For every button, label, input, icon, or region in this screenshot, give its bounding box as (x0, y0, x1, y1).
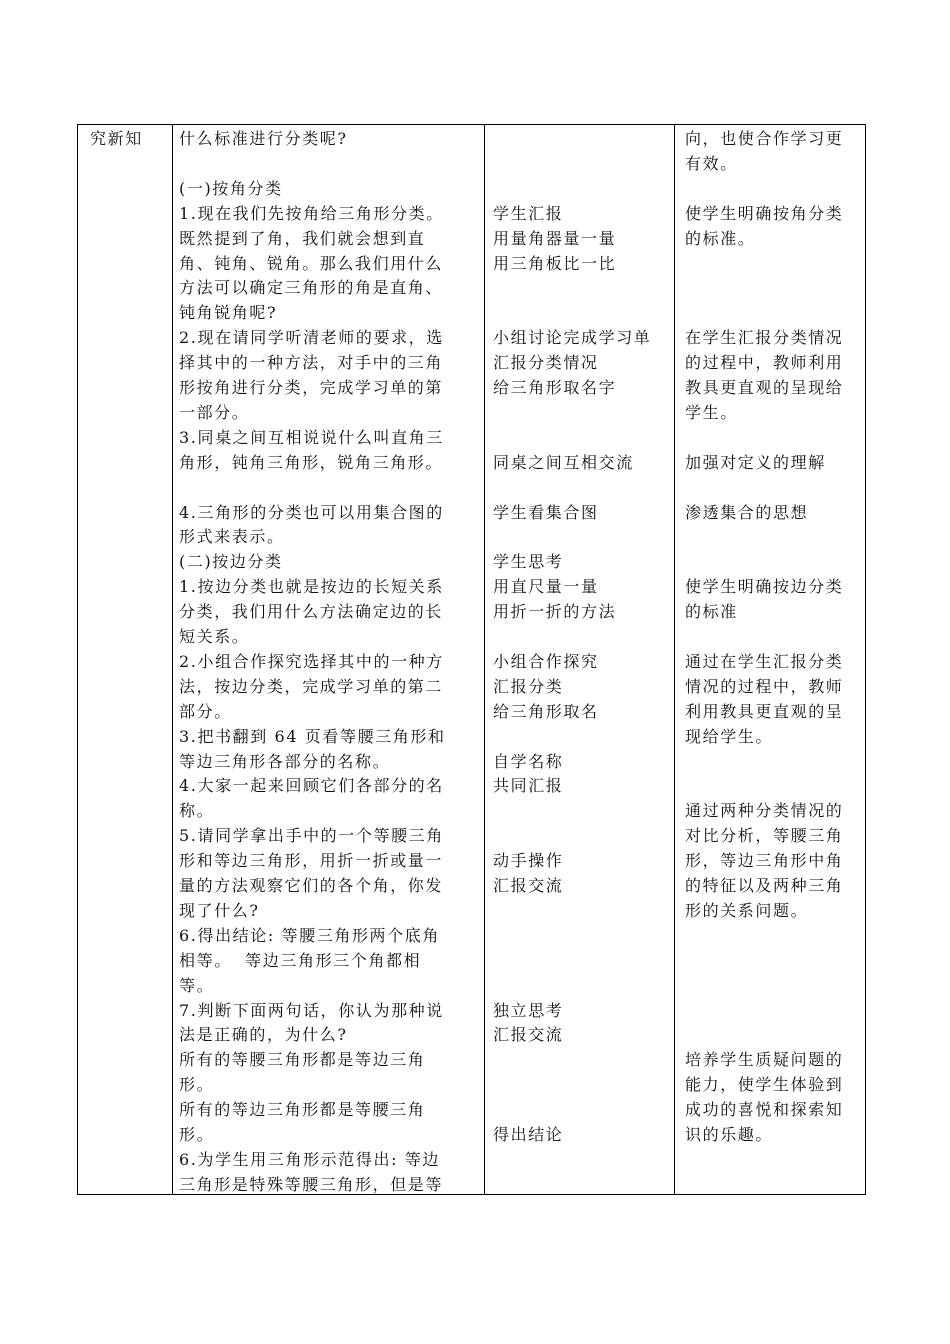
design-intent-line: 的过程中，教师利用 (685, 353, 844, 373)
process-line: 形。 (179, 1125, 215, 1144)
process-line: 2.小组合作探究选择其中的一种方 (179, 651, 444, 671)
student-activity-line: 汇报交流 (493, 1025, 564, 1045)
process-line: 3.同桌之间互相说说什么叫直角三 (179, 427, 444, 447)
student-activity-line: 学生思考 (493, 552, 564, 572)
section-label: 究新知 (90, 129, 143, 148)
design-intent-line: 通过两种分类情况的 (685, 801, 844, 821)
process-line: 称。 (179, 801, 215, 821)
process-line: 角形，钝角三角形，锐角三角形。 (179, 452, 444, 472)
process-line: 7.判断下面两句话，你认为那种说 (179, 1000, 444, 1020)
process-line: 三角形是特殊等腰三角形，但是等 (179, 1174, 444, 1194)
process-line: 1.按边分类也就是按边的长短关系 (179, 577, 444, 597)
process-line: (二)按边分类 (179, 552, 283, 572)
design-intent-line: 形，等边三角形中角 (685, 851, 844, 871)
student-activity-line: 学生看集合图 (493, 502, 599, 522)
design-intent-line: 能力，使学生体验到 (685, 1075, 844, 1095)
design-intent-line: 对比分析，等腰三角 (685, 826, 844, 846)
student-activity-line: 给三角形取名 (493, 701, 599, 721)
process-line: 分类，我们用什么方法确定边的长 (179, 602, 444, 622)
student-activity-line: 共同汇报 (493, 776, 564, 796)
design-intent-line: 形的关系问题。 (685, 900, 809, 920)
student-activity-line: 用折一折的方法 (493, 602, 617, 622)
student-activity-line: 用三角板比一比 (493, 253, 617, 273)
process-line: 4.三角形的分类也可以用集合图的 (179, 502, 444, 522)
process-line: 形按角进行分类，完成学习单的第 (179, 378, 444, 397)
design-intent-line: 渗透集合的思想 (685, 502, 809, 522)
process-line: 一部分。 (179, 402, 250, 422)
student-activity-line: 汇报分类情况 (493, 353, 599, 373)
design-intent-line: 培养学生质疑问题的 (685, 1050, 844, 1070)
student-activity-line: 学生汇报 (493, 203, 564, 223)
process-line: 所有的等腰三角形都是等边三角 (179, 1050, 426, 1070)
design-intent-line: 情况的过程中，教师 (685, 676, 844, 696)
process-line: 既然提到了角，我们就会想到直 (179, 228, 426, 248)
process-line: 5.请同学拿出手中的一个等腰三角 (179, 826, 444, 846)
design-intent-line: 学生。 (685, 402, 738, 422)
process-line: 1.现在我们先按角给三角形分类。 (179, 203, 444, 223)
process-line: 形式来表示。 (179, 527, 285, 547)
student-activity-line: 自学名称 (493, 751, 564, 771)
process-line: 法是正确的，为什么? (179, 1025, 348, 1045)
design-intent-line: 的标准 (685, 602, 738, 622)
design-intent-line: 的标准。 (685, 228, 756, 248)
process-line: 6.得出结论: 等腰三角形两个底角 (179, 925, 440, 945)
student-activity-line: 得出结论 (493, 1125, 564, 1144)
lesson-plan-table (77, 124, 866, 1195)
process-line: 4.大家一起来回顾它们各部分的名 (179, 776, 444, 796)
process-line: 部分。 (179, 701, 232, 721)
process-line: 6.为学生用三角形示范得出: 等边 (179, 1149, 440, 1169)
process-line: 短关系。 (179, 627, 250, 646)
student-activity-line: 独立思考 (493, 1000, 564, 1020)
design-intent-line: 现给学生。 (685, 726, 774, 746)
process-line: 3.把书翻到 64 页看等腰三角形和 (179, 726, 446, 746)
process-line: 形和等边三角形，用折一折或量一 (179, 851, 444, 871)
process-line: 等边三角形各部分的名称。 (179, 751, 391, 771)
student-activity-line: 用直尺量一量 (493, 577, 599, 597)
process-line: 方法可以确定三角形的角是直角、 (179, 278, 444, 298)
process-line: 什么标准进行分类呢? (179, 129, 348, 148)
design-intent-line: 利用教具更直观的呈 (685, 701, 844, 721)
student-activity-line: 动手操作 (493, 851, 564, 871)
design-intent-line: 加强对定义的理解 (685, 452, 826, 472)
design-intent-line: 识的乐趣。 (685, 1125, 774, 1144)
design-intent-line: 成功的喜悦和探索知 (685, 1100, 844, 1120)
process-line: 相等。 等边三角形三个角都相 (179, 950, 422, 970)
process-line: 2.现在请同学听清老师的要求，选 (179, 328, 444, 348)
process-line: 角、钝角、锐角。那么我们用什么 (179, 253, 444, 273)
process-line: 现了什么? (179, 900, 260, 920)
process-line: (一)按角分类 (179, 178, 283, 198)
design-intent-line: 向，也使合作学习更 (685, 129, 844, 148)
student-activity-line: 用量角器量一量 (493, 228, 617, 248)
column-divider (674, 125, 675, 1194)
process-line: 择其中的一种方法，对手中的三角 (179, 353, 444, 373)
column-divider (172, 125, 173, 1194)
design-intent-line: 教具更直观的呈现给 (685, 378, 844, 397)
design-intent-line: 通过在学生汇报分类 (685, 651, 844, 671)
student-activity-line: 给三角形取名字 (493, 378, 617, 397)
student-activity-line: 小组合作探究 (493, 651, 599, 671)
process-line: 等。 (179, 975, 215, 995)
process-line: 所有的等边三角形都是等腰三角 (179, 1100, 426, 1120)
design-intent-line: 使学生明确按边分类 (685, 577, 844, 597)
student-activity-line: 汇报分类 (493, 676, 564, 696)
design-intent-line: 使学生明确按角分类 (685, 203, 844, 223)
process-line: 法，按边分类，完成学习单的第二 (179, 676, 444, 696)
process-line: 量的方法观察它们的各个角，你发 (179, 876, 444, 895)
student-activity-line: 小组讨论完成学习单 (493, 328, 652, 348)
process-line: 钝角锐角呢? (179, 303, 278, 323)
column-divider (484, 125, 485, 1194)
design-intent-line: 有效。 (685, 153, 738, 173)
design-intent-line: 的特征以及两种三角 (685, 876, 844, 895)
student-activity-line: 汇报交流 (493, 876, 564, 895)
student-activity-line: 同桌之间互相交流 (493, 452, 634, 472)
process-line: 形。 (179, 1075, 215, 1095)
design-intent-line: 在学生汇报分类情况 (685, 328, 844, 348)
